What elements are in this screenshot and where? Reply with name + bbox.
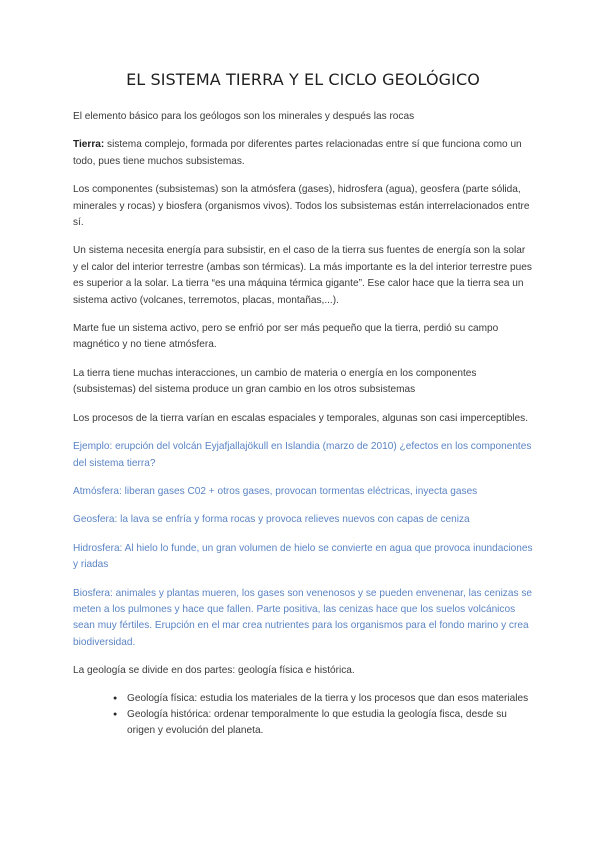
geology-types-list xyxy=(73,691,533,740)
biosfera-paragraph: Biosfera: animales y plantas mueren, los gases son venenosos y se pueden envenenar, las cenizas se meten a los pulmones y hace que fallen. Parte positiva, las cenizas hace que los suelos volcánicos sean muy fértiles. Erupción en el mar crea nutrientes para los organismos para el fondo marino y crea biodiversidad. xyxy=(73,587,532,648)
intro-paragraph: El elemento básico para los geólogos son los minerales y después las rocas xyxy=(73,111,415,122)
interactions-paragraph: La tierra tiene muchas interacciones, un cambio de materia o energía en los componentes (subsistemas) del sistema produce un gran cambio en los otros subsistemas xyxy=(73,367,477,396)
tierra-definition xyxy=(73,137,533,170)
tierra-term: Tierra: xyxy=(73,139,105,151)
mars-paragraph: Marte fue un sistema activo, pero se enfrió por ser más pequeño que la tierra, perdió su campo magnético y no tiene atmósfera. xyxy=(73,323,499,351)
tierra-text: sistema complejo, formada por diferentes partes relacionadas entre sí que funciona como un todo, pues tiene muchos subsistemas. xyxy=(73,139,522,167)
energy-paragraph: Un sistema necesita energía para subsistir, en el caso de la tierra sus fuentes de energía son la solar y el calor del interior terrestre (ambas son térmicas). La más importante es la del interior terrestre pues es superior a la solar. La tierra “es una máquina térmica gigante”. Ese calor hace que la tierra sea un sistema activo (volcanes, terremotos, placas, montañas,...). xyxy=(73,245,532,306)
hidrosfera-paragraph: Hidrosfera: Al hielo lo funde, un gran volumen de hielo se convierte en agua que provoca inundaciones y riadas xyxy=(73,542,533,571)
atmosfera-paragraph: Atmósfera: liberan gases C02 + otros gases, provocan tormentas eléctricas, inyecta gases xyxy=(73,485,478,497)
list-item-geologia-historica: ● Geología histórica: ordenar temporalmente lo que estudia la geología fisca, desde su origen y evolución del planeta. xyxy=(113,707,533,740)
components-paragraph: Los componentes (subsistemas) son la atmósfera (gases), hidrosfera (agua), geosfera (parte sólida, minerales y rocas) y biosfera (organismos vivos). Todos los subsistemas están interrelacionados entre sí. xyxy=(73,184,530,229)
geosfera-paragraph: Geosfera: la lava se enfría y forma rocas y provoca relieves nuevos con capas de ceniza xyxy=(73,514,470,526)
scales-paragraph: Los procesos de la tierra varían en escalas espaciales y temporales, algunas son casi imperceptibles. xyxy=(73,412,529,424)
list-item-geologia-fisica: ● Geología física: estudia los materiales de la tierra y los procesos que dan esos materiales xyxy=(113,691,533,707)
page-title: EL SISTEMA TIERRA Y EL CICLO GEOLÓGICO xyxy=(126,70,480,89)
geology-division-paragraph: La geología se divide en dos partes: geología física e histórica. xyxy=(73,665,355,677)
document-page xyxy=(73,70,533,740)
example-paragraph: Ejemplo: erupción del volcán Eyjafjallajökull en Islandia (marzo de 2010) ¿efectos en los componentes del sistema tierra? xyxy=(73,441,532,469)
